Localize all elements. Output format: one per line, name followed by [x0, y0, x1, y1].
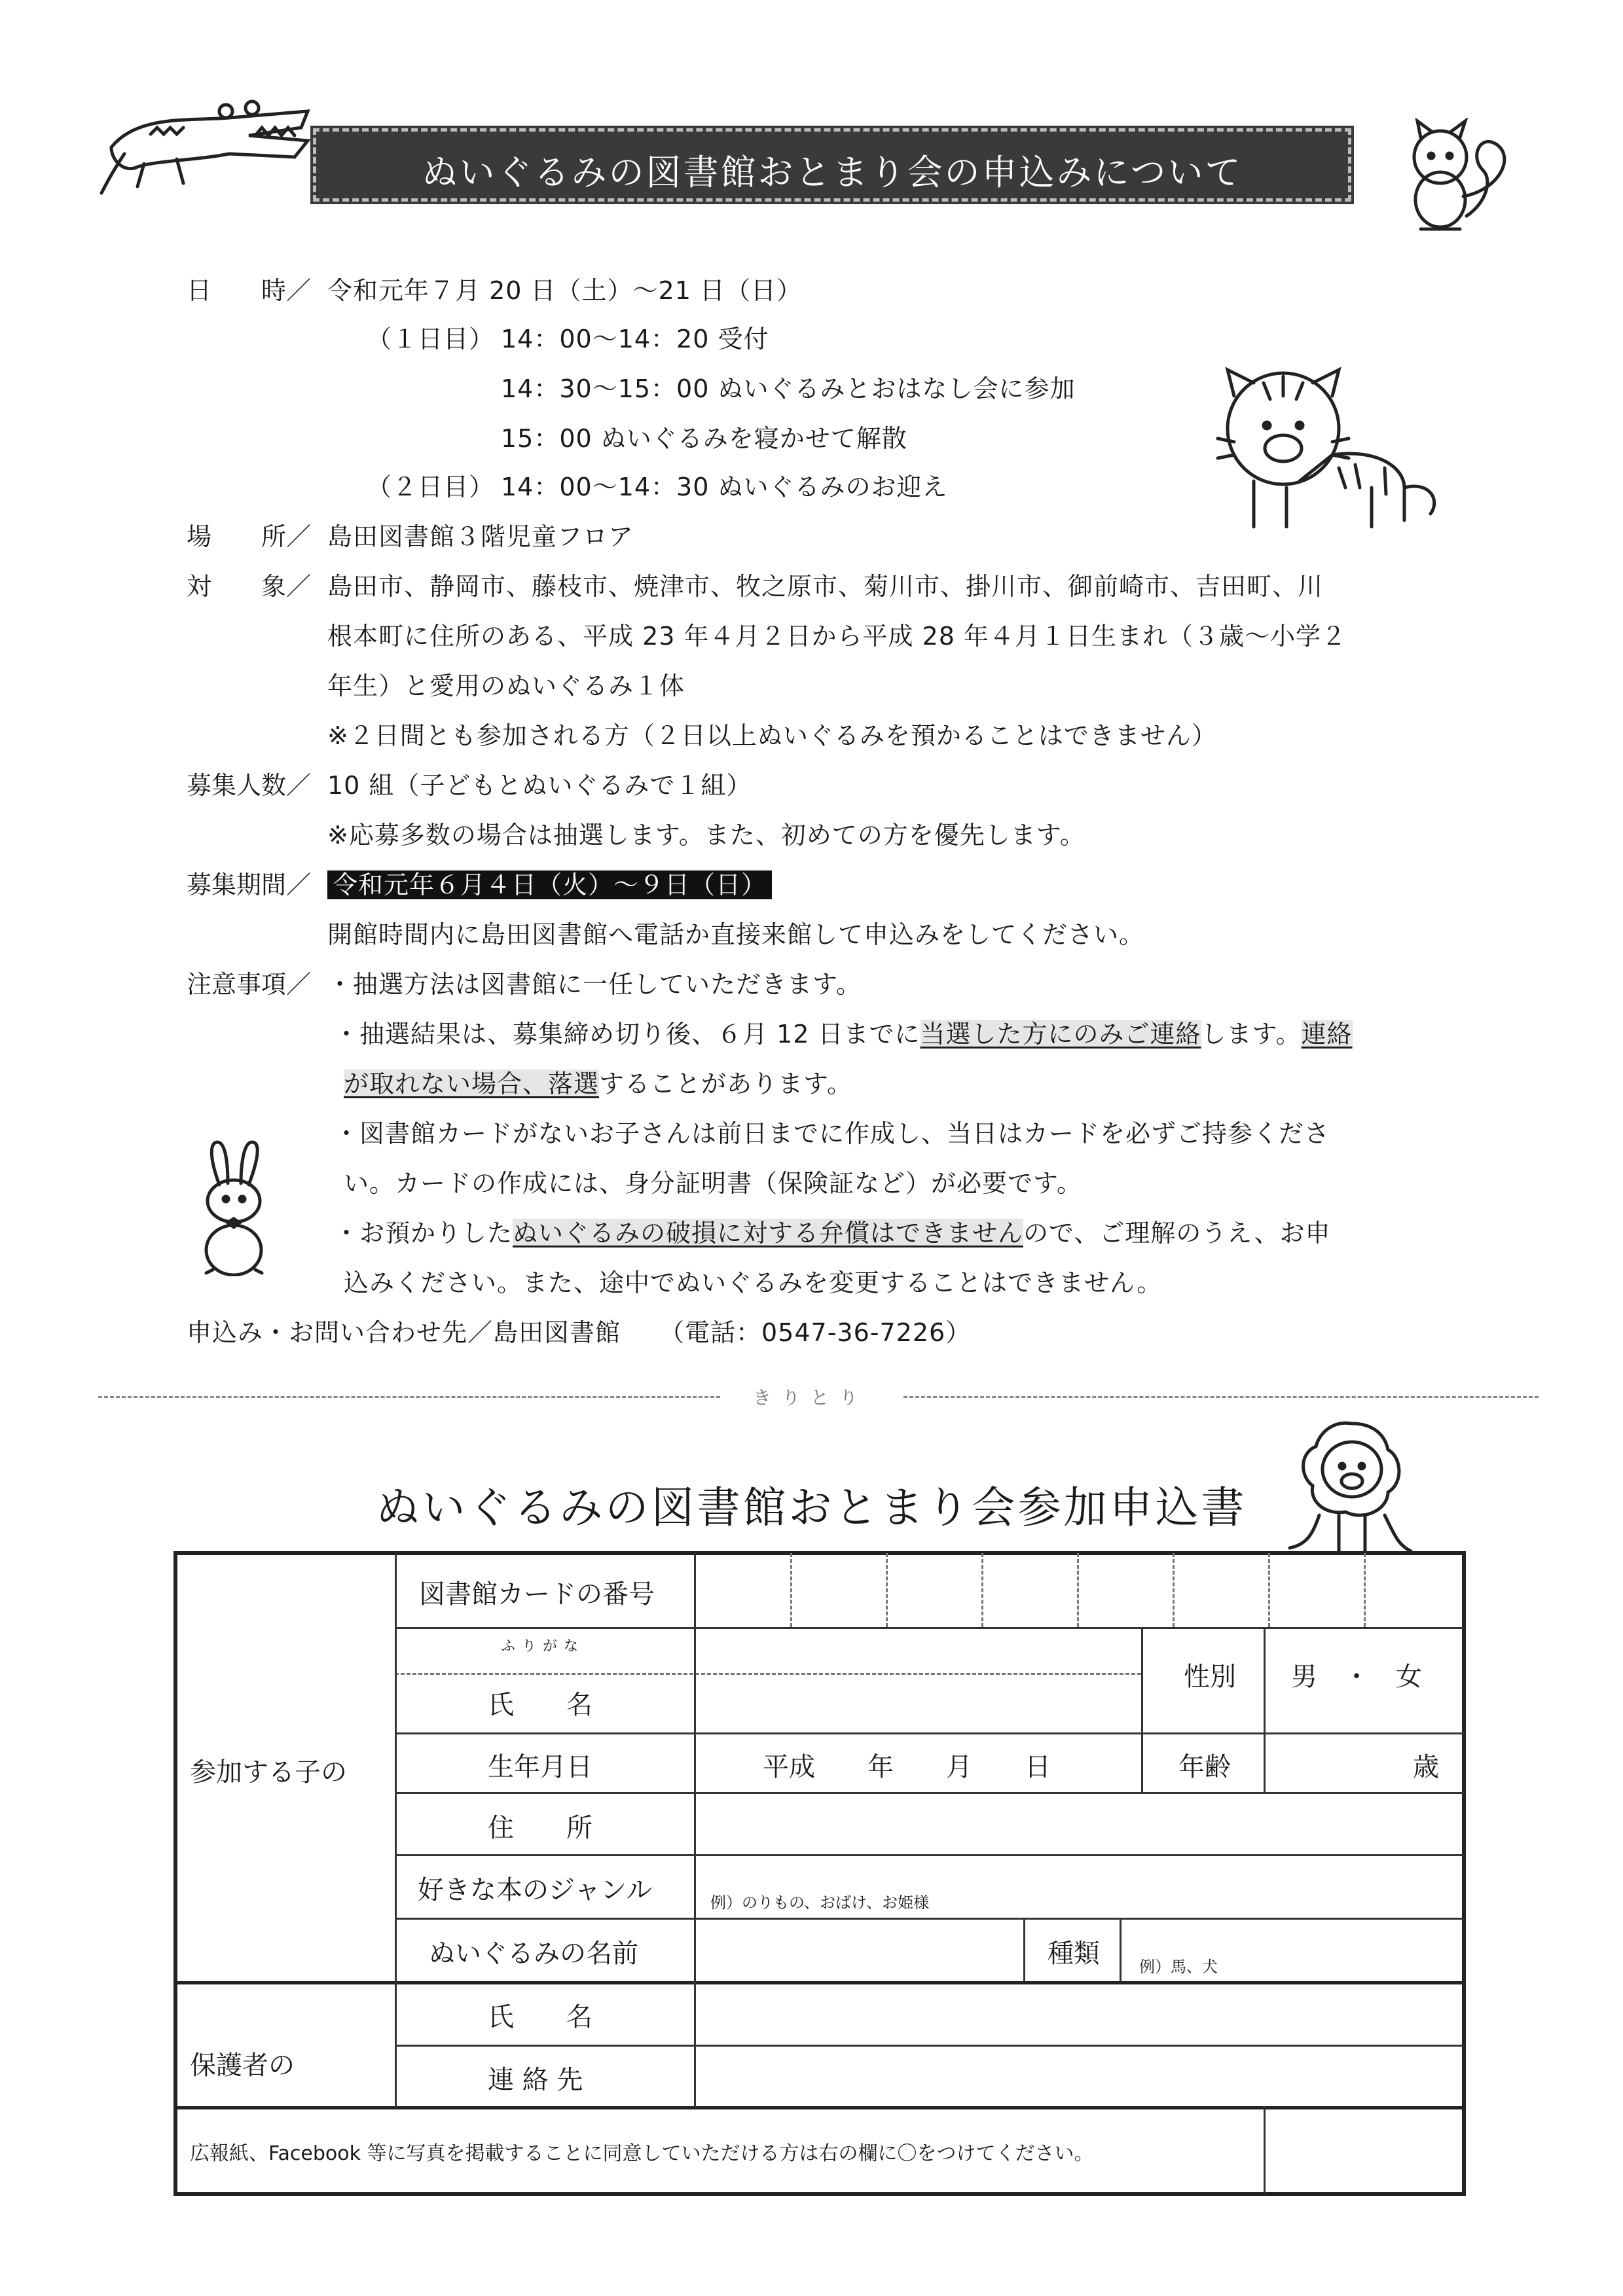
- period-value: [327, 869, 772, 901]
- age-unit: 歳: [1413, 1752, 1439, 1782]
- tiger-illustration: [1214, 357, 1450, 540]
- guardian-section-label: 保護者の: [190, 2051, 295, 2081]
- birthdate-label: 生年月日: [488, 1752, 593, 1782]
- note-4-underline: ぬいぐるみの破損に対する弁償はできません: [513, 1219, 1024, 1247]
- period-highlight: 令和元年６月４日（火）～９日（日）: [327, 870, 772, 899]
- guardian-name-label: 氏 名: [488, 2002, 593, 2032]
- target-line3: 年生）と愛用のぬいぐるみ１体: [327, 672, 685, 700]
- note-2-underline-e: が取れない場合、落選: [344, 1069, 600, 1098]
- crocodile-illustration: [98, 88, 321, 200]
- age-input[interactable]: [1266, 1734, 1396, 1791]
- child-name-input[interactable]: [696, 1675, 1140, 1731]
- form-title: ぬいぐるみの図書館おとまり会参加申込書: [376, 1482, 1247, 1533]
- col-divider: [395, 1553, 397, 2108]
- note-2-text-a: ・抽選結果は、募集締め切り後、６月 12 日までに: [334, 1020, 921, 1049]
- day1-line2: 14：30～15：00 ぬいぐるみとおはなし会に参加: [501, 374, 1076, 403]
- target-note: ※２日間とも参加される方（２日以上ぬいぐるみを預かることはできません）: [327, 721, 1217, 750]
- guardian-name-input[interactable]: [696, 1983, 1462, 2043]
- squirrel-illustration: [1388, 118, 1519, 236]
- note-2-text-c: します。: [1201, 1020, 1302, 1049]
- photo-consent-checkbox[interactable]: [1266, 2108, 1462, 2192]
- day2-label: （２日目）: [367, 473, 495, 501]
- furigana-input[interactable]: [696, 1629, 1140, 1672]
- period-note: 開館時間内に島田図書館へ電話か直接来館して申込みをしてください。: [327, 920, 1145, 949]
- plush-name-input[interactable]: [696, 1920, 1022, 1980]
- note-2-line1: [334, 1018, 1353, 1050]
- child-section-label: 参加する子の: [190, 1757, 347, 1787]
- guardian-contact-input[interactable]: [696, 2047, 1462, 2105]
- period-label: 募集期間／: [187, 870, 312, 899]
- target-line2: 根本町に住所のある、平成 23 年４月２日から平成 28 年４月１日生まれ（３歳～小学２: [327, 622, 1347, 651]
- col-divider: [1023, 1918, 1025, 1981]
- genre-example[interactable]: 例）のりもの、おばけ、お姫様: [710, 1893, 930, 1912]
- gender-options[interactable]: 男 ・ 女: [1291, 1662, 1422, 1692]
- place-value: 島田図書館３階児童フロア: [327, 522, 634, 551]
- col-divider: [1141, 1627, 1143, 1792]
- target-label: 対 象／: [187, 572, 312, 601]
- row-divider: [395, 1854, 1464, 1856]
- address-label: 住 所: [488, 1813, 593, 1843]
- rabbit-illustration: [190, 1139, 275, 1276]
- lion-illustration: [1280, 1417, 1431, 1554]
- cut-line-label: きりとり: [753, 1387, 869, 1408]
- capacity-note: ※応募多数の場合は抽選します。また、初めての方を優先します。: [327, 821, 1085, 850]
- note-4-text-c: ので、ご理解のうえ、お申: [1023, 1219, 1331, 1247]
- genre-label: 好きな本のジャンル: [418, 1875, 653, 1905]
- furigana-label: ふりがな: [501, 1638, 585, 1655]
- photo-consent-text: 広報紙、Facebook 等に写真を掲載することに同意していただける方は右の欄に〇をつけてください。: [190, 2142, 1094, 2165]
- day1-line3: 15：00 ぬいぐるみを寝かせて解散: [501, 424, 907, 453]
- target-line1: 島田市、静岡市、藤枝市、焼津市、牧之原市、菊川市、掛川市、御前崎市、吉田町、川: [327, 572, 1324, 601]
- note-3-line2: い。カードの作成には、身分証明書（保険証など）が必要です。: [344, 1169, 1082, 1198]
- note-2-underline-a: 当選した方にのみご連絡: [920, 1020, 1201, 1049]
- card-number-label: 図書館カードの番号: [419, 1579, 655, 1609]
- child-name-label: 氏 名: [488, 1690, 593, 1720]
- date-value: 令和元年７月 20 日（土）～21 日（日）: [327, 276, 802, 305]
- cut-line-right: [903, 1396, 1539, 1398]
- date-label: 日 時／: [187, 276, 312, 305]
- note-2-text-f: することがあります。: [599, 1069, 852, 1098]
- note-2-underline-d: 連絡: [1301, 1020, 1353, 1049]
- plush-name-label: ぬいぐるみの名前: [429, 1939, 638, 1969]
- age-label: 年齢: [1178, 1752, 1231, 1782]
- birthdate-input[interactable]: 平成 年 月 日: [763, 1752, 1051, 1782]
- address-input[interactable]: [696, 1794, 1462, 1853]
- note-4-line2: 込みください。また、途中でぬいぐるみを変更することはできません。: [344, 1268, 1163, 1297]
- note-1: ・抽選方法は図書館に一任していただきます。: [327, 970, 862, 999]
- day2-line1: 14：00～14：30 ぬいぐるみのお迎え: [501, 473, 948, 501]
- capacity-label: 募集人数／: [187, 771, 312, 800]
- notes-label: 注意事項／: [187, 970, 312, 999]
- note-4-line1: [334, 1217, 1331, 1249]
- cut-line-left: [98, 1396, 720, 1398]
- capacity-value: 10 組（子どもとぬいぐるみで１組）: [327, 771, 752, 800]
- page-title: ぬいぐるみの図書館おとまり会の申込みについて: [422, 152, 1243, 193]
- note-3-line1: ・図書館カードがないお子さんは前日までに作成し、当日はカードを必ずご持参くださ: [334, 1119, 1330, 1148]
- card-number-input[interactable]: [696, 1555, 1462, 1626]
- day1-line1: 14：00～14：20 受付: [501, 325, 769, 353]
- header-banner: [313, 128, 1351, 202]
- note-4-text-a: ・お預かりした: [334, 1219, 513, 1247]
- day1-label: （１日目）: [367, 325, 495, 353]
- col-divider: [1120, 1918, 1122, 1981]
- gender-label: 性別: [1184, 1662, 1236, 1692]
- contact-info: 申込み・お問い合わせ先／島田図書館 （電話：0547-36-7226）: [187, 1318, 972, 1347]
- guardian-contact-label: 連 絡 先: [488, 2065, 583, 2095]
- note-2-line2: [344, 1068, 852, 1100]
- kind-label: 種類: [1048, 1939, 1100, 1969]
- place-label: 場 所／: [187, 522, 312, 551]
- kind-example[interactable]: 例）馬、犬: [1139, 1958, 1218, 1976]
